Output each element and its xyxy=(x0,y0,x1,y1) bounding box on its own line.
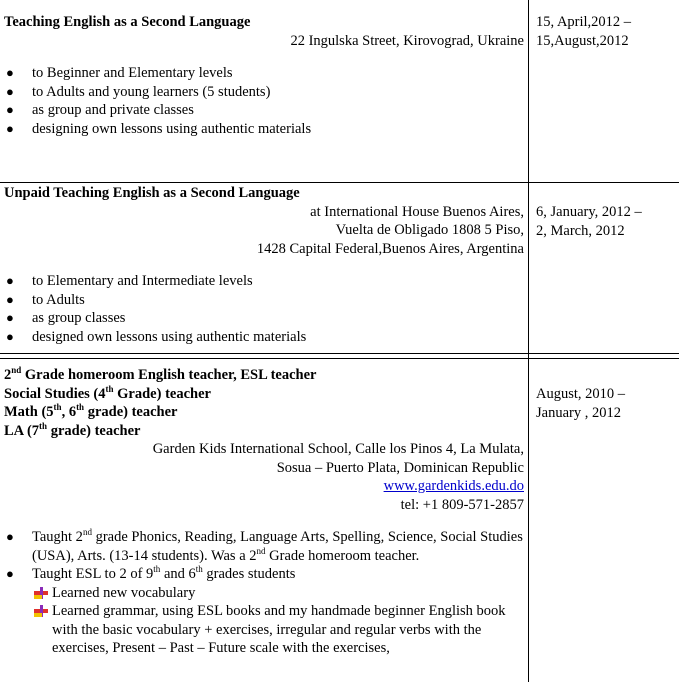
job1-address-text: 22 Ingulska Street, Kirovograd, Ukraine xyxy=(290,32,524,49)
list-item: ● Taught 2nd grade Phonics, Reading, Language Arts, Spelling, Science, Social Studies (USA), Arts. (13-14 students). Was a 2nd Grade homeroom teacher. xyxy=(6,527,523,564)
list-item: ● to Adults and young learners (5 students) xyxy=(6,83,271,100)
list-item: Learned grammar, using ESL books and my handmade beginner English book with the basic vocabulary + exercises, irregular and regular verbs with the exercises, Present – Past – Future scale with the exercises, xyxy=(32,602,524,658)
list-item: Learned new vocabulary xyxy=(32,584,524,603)
job3-date-start: August, 2010 – xyxy=(536,386,626,402)
job1-date xyxy=(536,13,676,50)
job1-address xyxy=(4,32,524,51)
job2-section xyxy=(4,184,524,346)
job2-date-start: 6, January, 2012 – xyxy=(536,204,642,220)
row-divider-2a xyxy=(0,353,679,354)
job3-title-4: LA (7th grade) teacher xyxy=(4,420,141,439)
job3-address-2: Sosua – Puerto Plata, Dominican Republic xyxy=(276,459,524,476)
job3-section xyxy=(4,366,524,658)
list-item: ● to Beginner and Elementary levels xyxy=(6,65,233,81)
list-item: ● designed own lessons using authentic materials xyxy=(6,328,307,345)
job2-date-end: 2, March, 2012 xyxy=(536,222,625,239)
job3-title-2: Social Studies (4th Grade) teacher xyxy=(4,383,211,402)
website-link[interactable]: www.gardenkids.edu.do xyxy=(383,478,524,494)
job1-section xyxy=(4,13,524,138)
job1-bullets xyxy=(4,64,524,138)
list-item: ● as group and private classes xyxy=(6,102,194,118)
job3-phone: tel: +1 809-571-2857 xyxy=(400,496,524,513)
job2-address-3: 1428 Capital Federal,Buenos Aires, Argentina xyxy=(256,240,524,257)
job3-date xyxy=(536,385,676,422)
job3-date-end: January , 2012 xyxy=(536,404,621,421)
row-divider-2b xyxy=(0,358,679,359)
job3-subbullets xyxy=(32,584,524,658)
job1-title: Teaching English as a Second Language xyxy=(4,14,251,30)
list-item: ● as group classes xyxy=(6,310,126,326)
job3-bullets xyxy=(4,528,524,658)
row-divider-1 xyxy=(0,182,679,183)
list-item: ● designing own lessons using authentic materials xyxy=(6,120,312,137)
job2-address-1: at International House Buenos Aires, xyxy=(310,203,524,220)
arrow-bullet-icon xyxy=(34,587,48,599)
list-item: ● to Adults xyxy=(6,291,85,308)
job3-title-1: 2nd Grade homeroom English teacher, ESL teacher xyxy=(4,365,317,383)
job2-address-2: Vuelta de Obligado 1808 5 Piso, xyxy=(335,222,524,238)
arrow-bullet-icon xyxy=(34,605,48,617)
job3-website-row xyxy=(4,477,524,496)
job3-address-1: Garden Kids International School, Calle los Pinos 4, La Mulata, xyxy=(152,441,524,457)
list-item: ● Taught ESL to 2 of 9th and 6th grades students Learned new vocabulary Learned grammar, using ESL books and my handmade beginner English book with the basic vocabulary + exercises, irregular and regular verbs with the exercises, Present – Past – Future scale with the exercises, xyxy=(4,565,524,658)
job2-date xyxy=(536,203,676,240)
job3-title-3: Math (5th, 6th grade) teacher xyxy=(4,402,178,420)
column-divider xyxy=(528,0,529,682)
list-item: ● to Elementary and Intermediate levels xyxy=(6,273,253,289)
job1-date-end: 15,August,2012 xyxy=(536,32,629,49)
job2-bullets xyxy=(4,272,524,346)
job2-title: Unpaid Teaching English as a Second Language xyxy=(4,185,300,201)
job1-date-start: 15, April,2012 – xyxy=(536,14,632,30)
